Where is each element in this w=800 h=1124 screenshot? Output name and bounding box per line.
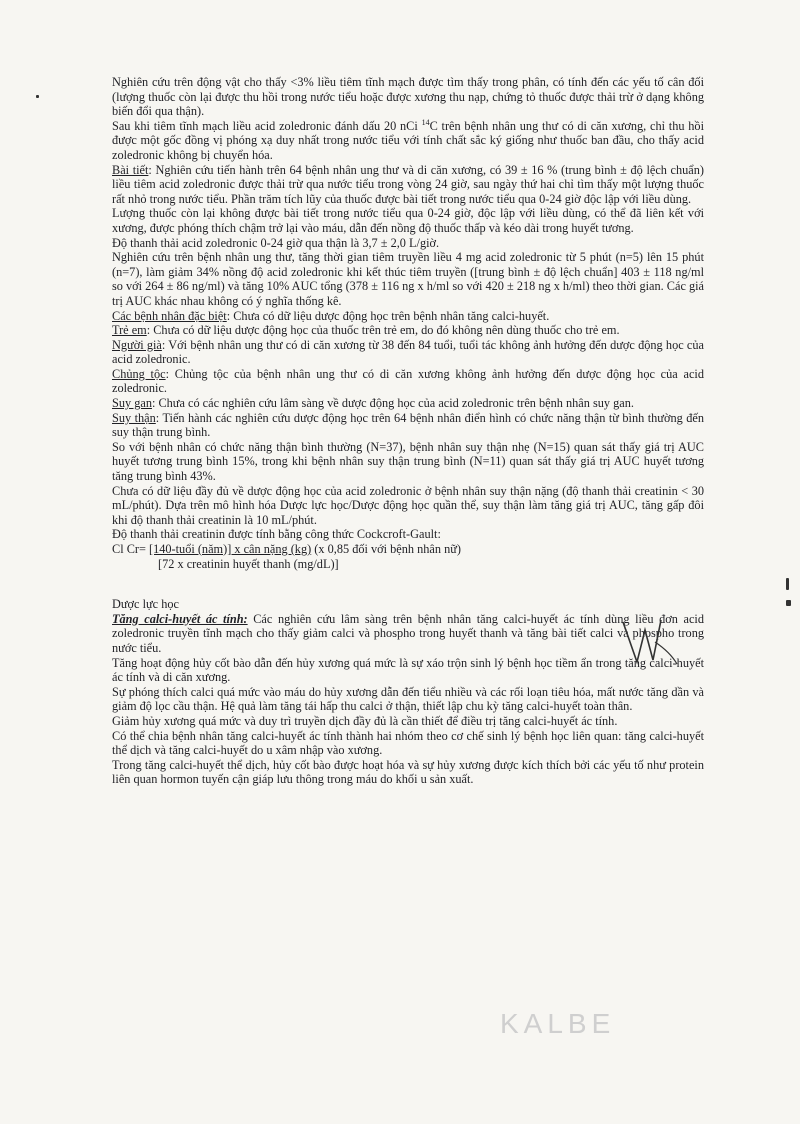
text: : Chưa có dữ liệu dược động học của thuốc trên trẻ em, do đó không nên dùng thuốc cho trẻ em. bbox=[146, 323, 620, 338]
section-label: Suy thận bbox=[112, 410, 156, 425]
paragraph bbox=[112, 411, 704, 440]
paragraph: Giảm hủy xương quá mức và duy trì truyền dịch đầy đủ là cần thiết để điều trị tăng calci-huyết ác tính. bbox=[112, 713, 618, 728]
paragraph bbox=[112, 396, 704, 411]
superscript: 14 bbox=[421, 117, 430, 127]
paragraph: Lượng thuốc còn lại không được bài tiết trong nước tiểu qua 0-24 giờ, độc lập với liều dùng, có thể đã liên kết với xương, được phóng thích chậm trở lại vào máu, dẫn đến nồng độ thuốc thấp và kéo dài trong huyết tương. bbox=[112, 206, 704, 235]
paragraph: So với bệnh nhân có chức năng thận bình thường (N=37), bệnh nhân suy thận nhẹ (N=15) quan sát thấy giá trị AUC huyết tương trung bình 15%, trong khi bệnh nhân suy thận trung bình (N=11) quan sát thấy giá trị AUC huyết tương tăng trung bình 43%. bbox=[112, 439, 704, 484]
text: Các nghiên cứu lâm sàng trên bệnh nhân tăng calci-huyết ác tính dùng liều đơn acid zoledronic truyền tĩnh mạch cho thấy giảm calci và phospho trong huyết thanh và tăng bài tiết calci và phospho trong nước tiểu. bbox=[112, 611, 704, 655]
watermark-stamp: KALBE bbox=[500, 1008, 616, 1039]
paragraph bbox=[112, 367, 704, 396]
paragraph: Tăng hoạt động hủy cốt bào dẫn đến hủy xương quá mức là sự xáo trộn sinh lý bệnh học tiềm ẩn trong tăng calci-huyết ác tính và di căn xương. bbox=[112, 655, 704, 685]
formula-denominator: [72 x creatinin huyết thanh (mg/dL)] bbox=[158, 556, 339, 571]
text: : Chưa có các nghiên cứu lâm sàng về dược động học của acid zoledronic trên bệnh nhân suy gan. bbox=[151, 396, 634, 411]
section-label: Các bệnh nhân đặc biệt bbox=[112, 308, 227, 323]
text: : Chủng tộc của bệnh nhân ung thư có di căn xương không ảnh hưởng đến dược động học của acid zoledronic. bbox=[112, 366, 704, 396]
text: C trên bệnh nhân ung thư có di căn xương, chỉ thu hồi được một gốc đồng vị phóng xạ duy nhất trong nước tiểu với tính chất sắc ký giống như thuốc ban đầu, cho thấy acid zoledronic không bị chuyển hóa. bbox=[112, 118, 704, 162]
section-label: Người già bbox=[112, 337, 162, 352]
paragraph bbox=[112, 338, 704, 367]
scan-speck bbox=[36, 95, 39, 98]
paragraph: Có thể chia bệnh nhân tăng calci-huyết ác tính thành hai nhóm theo cơ chế sinh lý bệnh học liên quan: tăng calci-huyết thể dịch và tăng calci-huyết do u xâm nhập vào xương. bbox=[112, 728, 704, 758]
paragraph bbox=[112, 163, 704, 207]
paragraph: Độ thanh thải acid zoledronic 0-24 giờ qua thận là 3,7 ± 2,0 L/giờ. bbox=[112, 235, 440, 250]
paragraph bbox=[112, 119, 704, 163]
paragraph: Nghiên cứu trên bệnh nhân ung thư, tăng thời gian tiêm truyền liều 4 mg acid zoledronic từ 5 phút (n=5) lên 15 phút (n=7), làm giảm 34% nồng độ acid zoledronic khi kết thúc tiêm truyền ([trung bình ± độ lệch chuẩn] 403 ± 118 ng/ml so với 264 ± 86 ng/ml) và tăng 10% AUC tổng (378 ± 116 ng x h/ml so với 420 ± 218 ng x h/ml) theo thời gian. Các giá trị AUC khác nhau không có ý nghĩa thống kê. bbox=[112, 250, 704, 308]
text: : Tiến hành các nghiên cứu dược động học trên 64 bệnh nhân điển hình có chức năng thận từ bình thường đến suy thận trung bình. bbox=[112, 410, 704, 440]
formula bbox=[112, 542, 704, 571]
paragraph: Độ thanh thải creatinin được tính bằng công thức Cockcroft-Gault: bbox=[112, 527, 441, 542]
text: : Nghiên cứu tiến hành trên 64 bệnh nhân ung thư và di căn xương, có 39 ± 16 % (trung bình ± độ lệch chuẩn) liều tiêm acid zoledronic được thải trừ qua nước tiểu trong vòng 24 giờ, sau ngày thứ hai chỉ tìm thấy một lượng thuốc rất nhỏ trong nước tiểu. Phần trăm tích lũy của thuốc được bài tiết trong nước tiểu qua 0-24 giờ độc lập với liều dùng. bbox=[112, 162, 704, 206]
section-label: Suy gan bbox=[112, 396, 152, 411]
section-label: Chủng tộc bbox=[112, 366, 166, 381]
text: : Với bệnh nhân ung thư có di căn xương từ 38 đến 84 tuổi, tuổi tác không ảnh hưởng đến dược động học của acid zoledronic. bbox=[112, 337, 704, 367]
paragraph bbox=[112, 323, 704, 338]
text: : Chưa có dữ liệu dược động học trên bệnh nhân tăng calci-huyết. bbox=[226, 308, 550, 323]
document-body bbox=[112, 75, 704, 787]
paragraph: Sự phóng thích calci quá mức vào máu do hủy xương dẫn đến tiểu nhiều và các rối loạn tiêu hóa, mất nước tăng dần và giảm độ lọc cầu thận. Hệ quả làm tăng tái hấp thu calci ở thận, thiết lập chu kỳ tăng calci-huyết toàn thân. bbox=[112, 684, 704, 714]
formula-numerator: [140-tuổi (năm)] x cân nặng (kg) bbox=[149, 542, 312, 556]
formula-note: (x 0,85 đối với bệnh nhân nữ) bbox=[311, 542, 461, 556]
section-label: Tăng calci-huyết ác tính: bbox=[112, 611, 248, 626]
spacer bbox=[112, 571, 704, 597]
section-label: Bài tiết bbox=[112, 162, 149, 177]
section-label: Trẻ em bbox=[112, 323, 147, 338]
scan-speck bbox=[786, 578, 789, 590]
paragraph: Chưa có dữ liệu đầy đủ về dược động học của acid zoledronic ở bệnh nhân suy thận nặng (độ thanh thải creatinin < 30 mL/phút). Dựa trên mô hình hóa Dược lực học/Dược động học quần thể, suy thận làm tăng giá trị AUC, tăng gấp đôi khi độ thanh thải creatinin là 10 mL/phút. bbox=[112, 483, 704, 527]
paragraph: Trong tăng calci-huyết thể dịch, hủy cốt bào được hoạt hóa và sự hủy xương được kích thích bởi các yếu tố như protein liên quan hormon tuyến cận giáp lưu thông trong máu do khối u sản xuất. bbox=[112, 757, 704, 787]
paragraph: Nghiên cứu trên động vật cho thấy <3% liều tiêm tĩnh mạch được tìm thấy trong phân, có tính đến các yếu tố cân đối (lượng thuốc còn lại được thu hồi trong nước tiểu hoặc được xương thu nạp, chứng tỏ thuốc được thải trừ ở dạng không biến đổi qua thận). bbox=[112, 75, 704, 119]
formula-line bbox=[112, 542, 704, 557]
section-heading: Dược lực học bbox=[112, 597, 179, 612]
paragraph bbox=[112, 309, 704, 324]
text: Sau khi tiêm tĩnh mạch liều acid zoledronic đánh dấu 20 nCi bbox=[112, 118, 422, 133]
signature-mark bbox=[615, 612, 685, 672]
formula-prefix: Cl Cr= bbox=[112, 542, 149, 556]
scan-speck bbox=[786, 600, 791, 606]
